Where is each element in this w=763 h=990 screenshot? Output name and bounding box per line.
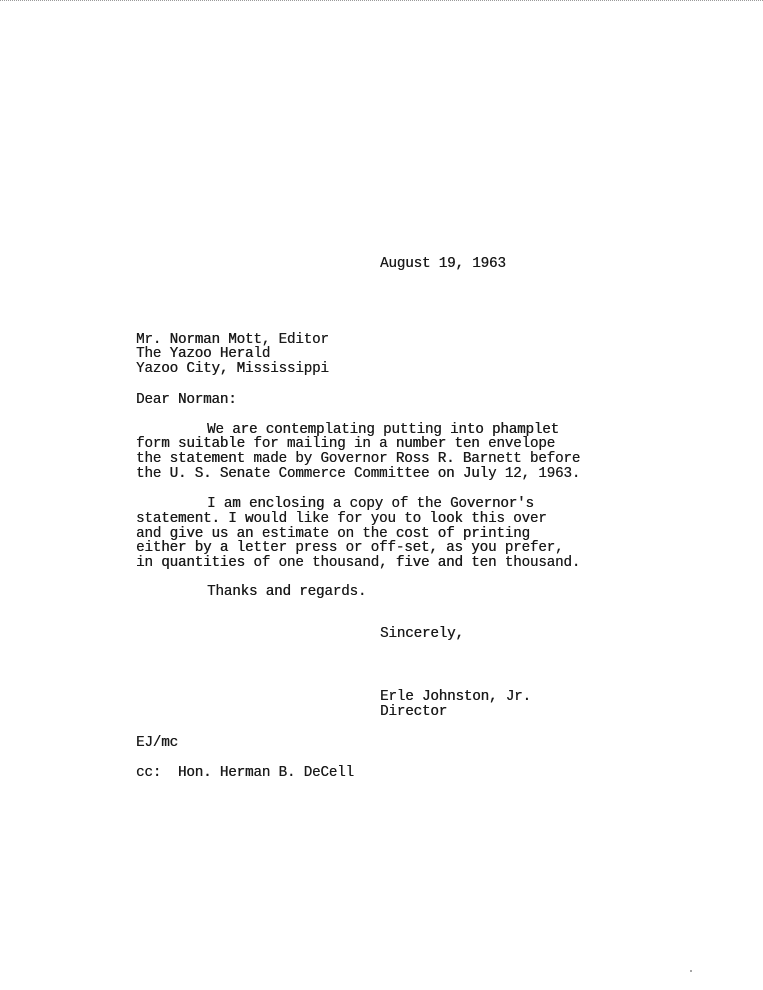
- signer-name: Erle Johnston, Jr.: [380, 689, 531, 705]
- salutation: Dear Norman:: [136, 392, 237, 408]
- carbon-copy-line: cc: Hon. Herman B. DeCell: [136, 765, 354, 781]
- thanks-line: Thanks and regards.: [207, 584, 367, 600]
- signer-title: Director: [380, 704, 448, 720]
- letter-date: August 19, 1963: [380, 256, 506, 272]
- paragraph-1-line-1: We are contemplating putting into phamplet: [207, 422, 559, 438]
- recipient-city: Yazoo City, Mississippi: [136, 361, 329, 377]
- paragraph-1-line-2: form suitable for mailing in a number ten envelope: [136, 436, 555, 452]
- reference-initials: EJ/mc: [136, 735, 178, 751]
- paragraph-2-line-5: in quantities of one thousand, five and ten thousand.: [136, 555, 581, 571]
- paragraph-1-line-4: the U. S. Senate Commerce Committee on July 12, 1963.: [136, 466, 581, 482]
- recipient-organization: The Yazoo Herald: [136, 346, 271, 362]
- paragraph-2-line-1: I am enclosing a copy of the Governor's: [207, 496, 534, 512]
- paper-speck: [690, 970, 692, 972]
- complimentary-closing: Sincerely,: [380, 626, 464, 642]
- recipient-name: Mr. Norman Mott, Editor: [136, 332, 329, 348]
- paragraph-2-line-4: either by a letter press or off-set, as you prefer,: [136, 540, 564, 556]
- paragraph-1-line-3: the statement made by Governor Ross R. Barnett before: [136, 451, 581, 467]
- paragraph-2-line-3: and give us an estimate on the cost of printing: [136, 526, 530, 542]
- paragraph-2-line-2: statement. I would like for you to look this over: [136, 511, 547, 527]
